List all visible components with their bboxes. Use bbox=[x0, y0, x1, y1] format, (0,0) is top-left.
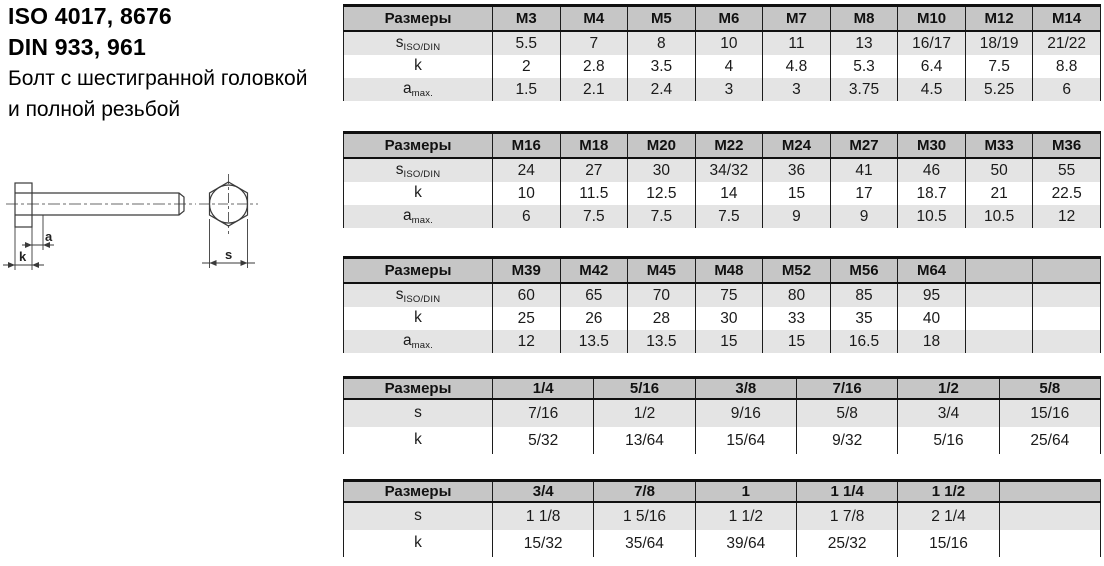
title-block bbox=[8, 1, 307, 125]
cell-value bbox=[999, 530, 1100, 557]
cell-value: 9 bbox=[763, 205, 831, 228]
size-table-inch-large bbox=[343, 479, 1100, 557]
row-label-subscript: ISO/DIN bbox=[403, 294, 441, 305]
row-label bbox=[344, 205, 493, 228]
dimension-table bbox=[343, 131, 1101, 228]
row-label-subscript: ISO/DIN bbox=[403, 169, 441, 180]
cell-value: 13 bbox=[830, 31, 898, 55]
cell-value: 28 bbox=[628, 307, 696, 330]
cell-value: 5/8 bbox=[796, 399, 897, 427]
cell-value: 60 bbox=[493, 283, 561, 307]
row-label bbox=[344, 78, 493, 101]
hex-head-end-view bbox=[199, 174, 258, 234]
cell-value: 55 bbox=[1033, 158, 1101, 182]
cell-value: 1 1/2 bbox=[695, 502, 796, 530]
cell-value: 18.7 bbox=[898, 182, 966, 205]
dimension-table bbox=[343, 479, 1101, 557]
cell-value: 40 bbox=[898, 307, 966, 330]
col-header: M48 bbox=[695, 258, 763, 284]
table-header-row bbox=[344, 6, 1101, 32]
cell-value: 34/32 bbox=[695, 158, 763, 182]
col-header: 7/8 bbox=[594, 481, 695, 503]
row-label bbox=[344, 399, 493, 427]
row-label-subscript: max. bbox=[411, 340, 433, 351]
cell-value: 3.5 bbox=[628, 55, 696, 78]
cell-value: 50 bbox=[965, 158, 1033, 182]
col-header: M16 bbox=[493, 133, 561, 159]
cell-value: 7.5 bbox=[628, 205, 696, 228]
cell-value: 35 bbox=[830, 307, 898, 330]
cell-value: 12 bbox=[1033, 205, 1101, 228]
col-header: M18 bbox=[560, 133, 628, 159]
cell-value: 33 bbox=[763, 307, 831, 330]
cell-value: 5/32 bbox=[493, 427, 594, 454]
row-label bbox=[344, 283, 493, 307]
col-header bbox=[999, 481, 1100, 503]
cell-value: 9/32 bbox=[796, 427, 897, 454]
row-label-symbol: k bbox=[414, 309, 422, 326]
col-header: 1/4 bbox=[493, 378, 594, 400]
cell-value: 25/32 bbox=[796, 530, 897, 557]
cell-value: 5/16 bbox=[898, 427, 999, 454]
cell-value: 4 bbox=[695, 55, 763, 78]
cell-value: 1.5 bbox=[493, 78, 561, 101]
sizes-header-cell: Размеры bbox=[344, 258, 493, 284]
cell-value bbox=[1033, 307, 1101, 330]
table-row bbox=[344, 502, 1101, 530]
table-header-row bbox=[344, 258, 1101, 284]
row-label-subscript: max. bbox=[411, 215, 433, 226]
cell-value: 13/64 bbox=[594, 427, 695, 454]
cell-value bbox=[965, 307, 1033, 330]
row-label bbox=[344, 330, 493, 353]
cell-value: 1 7/8 bbox=[796, 502, 897, 530]
row-label bbox=[344, 158, 493, 182]
dimension-a bbox=[22, 215, 54, 270]
col-header: M27 bbox=[830, 133, 898, 159]
cell-value: 6.4 bbox=[898, 55, 966, 78]
col-header: M45 bbox=[628, 258, 696, 284]
col-header: M20 bbox=[628, 133, 696, 159]
cell-value: 9/16 bbox=[695, 399, 796, 427]
cell-value: 2 bbox=[493, 55, 561, 78]
cell-value: 21/22 bbox=[1033, 31, 1101, 55]
cell-value: 4.5 bbox=[898, 78, 966, 101]
row-label-symbol: s bbox=[395, 286, 404, 303]
row-label bbox=[344, 55, 493, 78]
row-label bbox=[344, 530, 493, 557]
product-name-line2: и полной резьбой bbox=[8, 98, 181, 121]
cell-value: 85 bbox=[830, 283, 898, 307]
cell-value: 25 bbox=[493, 307, 561, 330]
cell-value: 5.25 bbox=[965, 78, 1033, 101]
cell-value: 95 bbox=[898, 283, 966, 307]
col-header: M36 bbox=[1033, 133, 1101, 159]
table-row bbox=[344, 530, 1101, 557]
sizes-header-cell: Размеры bbox=[344, 481, 493, 503]
cell-value: 2.4 bbox=[628, 78, 696, 101]
table-row bbox=[344, 78, 1101, 101]
cell-value: 1 1/8 bbox=[493, 502, 594, 530]
col-header: 5/8 bbox=[999, 378, 1100, 400]
standard-din: DIN 933, 961 bbox=[8, 34, 146, 60]
cell-value: 7 bbox=[560, 31, 628, 55]
cell-value: 1/2 bbox=[594, 399, 695, 427]
row-label-symbol: a bbox=[402, 80, 412, 97]
col-header: M14 bbox=[1033, 6, 1101, 32]
row-label-subscript: ISO/DIN bbox=[403, 42, 441, 53]
cell-value: 26 bbox=[560, 307, 628, 330]
cell-value: 24 bbox=[493, 158, 561, 182]
dimension-k bbox=[3, 227, 44, 270]
cell-value: 3.75 bbox=[830, 78, 898, 101]
table-row bbox=[344, 427, 1101, 454]
row-label bbox=[344, 182, 493, 205]
cell-value: 11.5 bbox=[560, 182, 628, 205]
cell-value: 5.3 bbox=[830, 55, 898, 78]
col-header: 3/8 bbox=[695, 378, 796, 400]
row-label-symbol: s bbox=[414, 507, 422, 524]
table-header-row bbox=[344, 378, 1101, 400]
cell-value: 70 bbox=[628, 283, 696, 307]
cell-value: 16/17 bbox=[898, 31, 966, 55]
size-table-m16-m36 bbox=[343, 131, 1100, 228]
cell-value bbox=[965, 330, 1033, 353]
cell-value: 21 bbox=[965, 182, 1033, 205]
cell-value: 39/64 bbox=[695, 530, 796, 557]
standard-iso: ISO 4017, 8676 bbox=[8, 3, 172, 29]
col-header: M52 bbox=[763, 258, 831, 284]
col-header: 5/16 bbox=[594, 378, 695, 400]
cell-value bbox=[1033, 283, 1101, 307]
col-header: 7/16 bbox=[796, 378, 897, 400]
col-header: M39 bbox=[493, 258, 561, 284]
col-header: M56 bbox=[830, 258, 898, 284]
sizes-header-cell: Размеры bbox=[344, 6, 493, 32]
cell-value: 11 bbox=[763, 31, 831, 55]
dimension-table bbox=[343, 376, 1101, 454]
cell-value bbox=[999, 502, 1100, 530]
table-row bbox=[344, 399, 1101, 427]
cell-value: 10 bbox=[493, 182, 561, 205]
col-header: M7 bbox=[763, 6, 831, 32]
cell-value: 36 bbox=[763, 158, 831, 182]
row-label-symbol: a bbox=[402, 332, 412, 349]
cell-value: 2.1 bbox=[560, 78, 628, 101]
row-label bbox=[344, 307, 493, 330]
cell-value: 41 bbox=[830, 158, 898, 182]
dimension-table bbox=[343, 4, 1101, 101]
cell-value: 15/32 bbox=[493, 530, 594, 557]
cell-value: 2 1/4 bbox=[898, 502, 999, 530]
cell-value: 3 bbox=[695, 78, 763, 101]
bolt-side-view bbox=[6, 183, 196, 227]
cell-value: 13.5 bbox=[560, 330, 628, 353]
row-label-symbol: k bbox=[414, 184, 422, 201]
cell-value: 6 bbox=[493, 205, 561, 228]
table-row bbox=[344, 283, 1101, 307]
cell-value: 30 bbox=[628, 158, 696, 182]
col-header: M24 bbox=[763, 133, 831, 159]
cell-value: 46 bbox=[898, 158, 966, 182]
dim-a-label: a bbox=[45, 229, 53, 244]
row-label-symbol: s bbox=[414, 404, 422, 421]
dimension-table bbox=[343, 256, 1101, 353]
cell-value: 4.8 bbox=[763, 55, 831, 78]
product-name-line1: Болт с шестигранной головкой bbox=[8, 67, 308, 90]
cell-value: 1 5/16 bbox=[594, 502, 695, 530]
cell-value: 8.8 bbox=[1033, 55, 1101, 78]
row-label-symbol: k bbox=[414, 57, 422, 74]
table-header-row bbox=[344, 133, 1101, 159]
table-row bbox=[344, 205, 1101, 228]
cell-value: 7/16 bbox=[493, 399, 594, 427]
cell-value: 3 bbox=[763, 78, 831, 101]
cell-value: 14 bbox=[695, 182, 763, 205]
col-header bbox=[1033, 258, 1101, 284]
col-header: M64 bbox=[898, 258, 966, 284]
cell-value: 10.5 bbox=[898, 205, 966, 228]
cell-value: 3/4 bbox=[898, 399, 999, 427]
col-header: M10 bbox=[898, 6, 966, 32]
cell-value: 30 bbox=[695, 307, 763, 330]
cell-value: 18 bbox=[898, 330, 966, 353]
cell-value: 9 bbox=[830, 205, 898, 228]
cell-value bbox=[1033, 330, 1101, 353]
col-header: M22 bbox=[695, 133, 763, 159]
cell-value: 35/64 bbox=[594, 530, 695, 557]
cell-value: 75 bbox=[695, 283, 763, 307]
dim-s-label: s bbox=[225, 247, 233, 262]
sizes-header-cell: Размеры bbox=[344, 378, 493, 400]
cell-value: 13.5 bbox=[628, 330, 696, 353]
row-label-symbol: a bbox=[402, 207, 412, 224]
col-header: 1 1/4 bbox=[796, 481, 897, 503]
row-label bbox=[344, 502, 493, 530]
cell-value: 5.5 bbox=[493, 31, 561, 55]
size-table-m3-m14 bbox=[343, 4, 1100, 101]
col-header: 3/4 bbox=[493, 481, 594, 503]
cell-value: 15 bbox=[763, 182, 831, 205]
bolt-technical-drawing bbox=[0, 170, 310, 340]
col-header: M12 bbox=[965, 6, 1033, 32]
col-header: M30 bbox=[898, 133, 966, 159]
cell-value: 25/64 bbox=[999, 427, 1100, 454]
table-row bbox=[344, 330, 1101, 353]
col-header: M42 bbox=[560, 258, 628, 284]
table-row bbox=[344, 31, 1101, 55]
cell-value: 15/16 bbox=[999, 399, 1100, 427]
table-row bbox=[344, 55, 1101, 78]
cell-value: 6 bbox=[1033, 78, 1101, 101]
col-header bbox=[965, 258, 1033, 284]
cell-value: 12 bbox=[493, 330, 561, 353]
cell-value: 65 bbox=[560, 283, 628, 307]
cell-value: 27 bbox=[560, 158, 628, 182]
cell-value: 10.5 bbox=[965, 205, 1033, 228]
col-header: 1 1/2 bbox=[898, 481, 999, 503]
table-row bbox=[344, 182, 1101, 205]
table-row bbox=[344, 158, 1101, 182]
cell-value: 7.5 bbox=[560, 205, 628, 228]
cell-value: 15/64 bbox=[695, 427, 796, 454]
cell-value: 12.5 bbox=[628, 182, 696, 205]
table-header-row bbox=[344, 481, 1101, 503]
col-header: 1 bbox=[695, 481, 796, 503]
cell-value: 7.5 bbox=[965, 55, 1033, 78]
cell-value: 22.5 bbox=[1033, 182, 1101, 205]
row-label-symbol: s bbox=[395, 34, 404, 51]
col-header: M4 bbox=[560, 6, 628, 32]
dim-k-label: k bbox=[19, 249, 27, 264]
cell-value bbox=[965, 283, 1033, 307]
col-header: M3 bbox=[493, 6, 561, 32]
col-header: 1/2 bbox=[898, 378, 999, 400]
sizes-header-cell: Размеры bbox=[344, 133, 493, 159]
row-label bbox=[344, 31, 493, 55]
size-table-inch-small bbox=[343, 376, 1100, 454]
row-label-symbol: s bbox=[395, 161, 404, 178]
col-header: M8 bbox=[830, 6, 898, 32]
cell-value: 2.8 bbox=[560, 55, 628, 78]
col-header: M6 bbox=[695, 6, 763, 32]
cell-value: 8 bbox=[628, 31, 696, 55]
table-row bbox=[344, 307, 1101, 330]
cell-value: 15 bbox=[695, 330, 763, 353]
col-header: M5 bbox=[628, 6, 696, 32]
row-label bbox=[344, 427, 493, 454]
bolt-head-side bbox=[15, 183, 32, 227]
col-header: M33 bbox=[965, 133, 1033, 159]
cell-value: 18/19 bbox=[965, 31, 1033, 55]
row-label-symbol: k bbox=[414, 534, 422, 551]
cell-value: 80 bbox=[763, 283, 831, 307]
cell-value: 10 bbox=[695, 31, 763, 55]
cell-value: 15 bbox=[763, 330, 831, 353]
size-table-m39-m64 bbox=[343, 256, 1100, 353]
cell-value: 7.5 bbox=[695, 205, 763, 228]
cell-value: 16.5 bbox=[830, 330, 898, 353]
row-label-symbol: k bbox=[414, 431, 422, 448]
cell-value: 15/16 bbox=[898, 530, 999, 557]
cell-value: 17 bbox=[830, 182, 898, 205]
row-label-subscript: max. bbox=[411, 88, 433, 99]
